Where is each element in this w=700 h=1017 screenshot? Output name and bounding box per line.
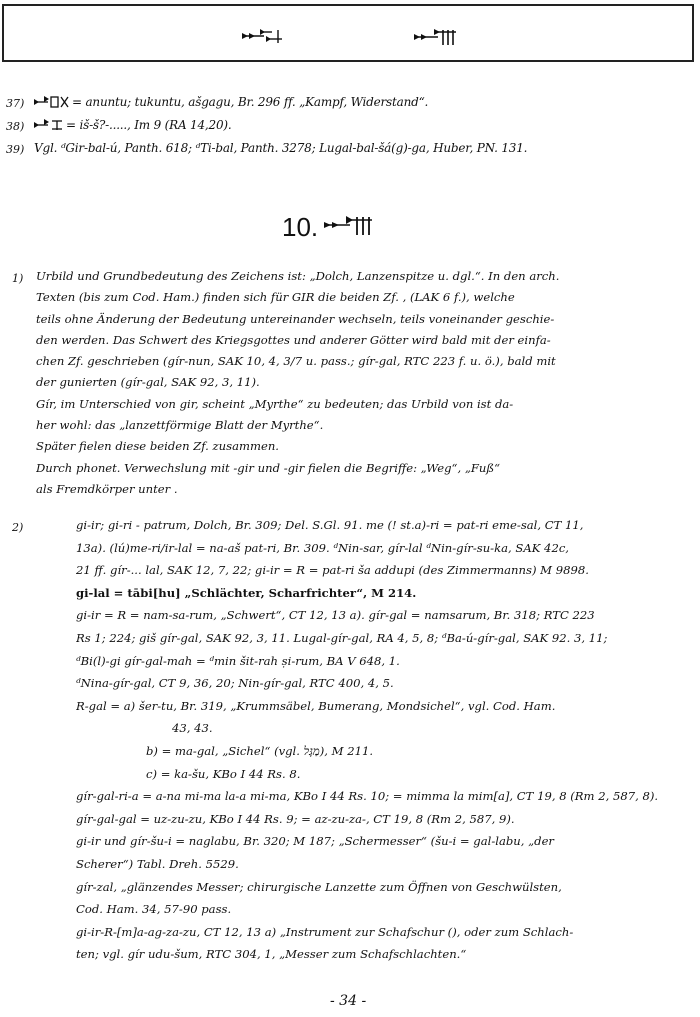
- para2-line: ten; vgl. gír udu-šum, RTC 304, 1, „Messer zum Schafschlachten.“: [76, 947, 467, 962]
- para2-line: ᵈNina-gír-gal, CT 9, 36, 20; Nin-gír-gal, RTC 400, 4, 5.: [76, 676, 394, 691]
- para2-number: 2): [12, 521, 24, 534]
- cuneiform-sign-right-icon: [414, 28, 458, 50]
- para1-line: Urbild und Grundbedeutung des Zeichens ist: „Dolch, Lanzenspitze u. dgl.“. In den arch.: [36, 269, 560, 283]
- para1-line: Texten (bis zum Cod. Ham.) finden sich für GIR die beiden Zf. , (LAK 6 f.), welche: [36, 290, 515, 305]
- para2-line: gi-ir; gi-ri - patrum, Dolch, Br. 309; Del. S.Gl. 91. me (! st.a)-ri = pat-ri eme-sal, CT 11,: [76, 518, 584, 532]
- para2-line: R-gal = a) šer-tu, Br. 319, „Krummsäbel, Bumerang, Mondsichel“, vgl. Cod. Ham.: [76, 698, 556, 713]
- note-number: 37): [6, 97, 25, 110]
- para1-line: Später fielen diese beiden Zf. zusammen.: [36, 439, 279, 454]
- para2-line: gír-zal, „glänzendes Messer; chirurgische Lanzette zum Öffnen von Geschwülsten,: [76, 879, 562, 894]
- para1-line: den werden. Das Schwert des Kriegsgottes und anderer Götter wird bald mit der einfa-: [36, 332, 551, 347]
- para2-line: Rs 1; 224; giš gír-gal, SAK 92, 3, 11. Lugal-gír-gal, RA 4, 5, 8; ᵈBa-ú-gír-gal, SAK 92. 3, 11;: [76, 630, 608, 645]
- para1-number: 1): [12, 272, 24, 285]
- para2-line: b) = ma-gal, „Sichel“ (vgl. מַגָּל), M 211.: [146, 743, 374, 758]
- para2-line: gír-gal-gal = uz-zu-zu, KBo I 44 Rs. 9; = az-zu-za-, CT 19, 8 (Rm 2, 587, 9).: [76, 811, 515, 826]
- section-heading: [282, 212, 374, 243]
- para2-line: gi-ir = R = nam-sa-rum, „Schwert“, CT 12, 13 a). gír-gal = namsarum, Br. 318; RTC 223: [76, 608, 595, 623]
- note-number: 39): [6, 143, 25, 156]
- para2-line: gír-gal-ri-a = a-na mi-ma la-a mi-ma, KBo I 44 Rs. 10; = mimma la mim[a], CT 19, 8 (Rm 2, 587, 8).: [76, 789, 659, 804]
- para2-line: 43, 43.: [172, 721, 213, 736]
- note-text: = iš-š?-....., Im 9 (RA 14,20).: [66, 118, 232, 132]
- para1-line: her wohl: das „lanzettförmige Blatt der Myrthe“.: [36, 418, 324, 433]
- para2-line: Scherer“) Tabl. Dreh. 5529.: [76, 856, 239, 871]
- para2-line: Cod. Ham. 34, 57-90 pass.: [76, 902, 232, 917]
- para2-line: gi-lal = tābi[hu] „Schlächter, Scharfrichter“, M 214.: [76, 585, 417, 600]
- para2-line: 21 ff. gír-... lal, SAK 12, 7, 22; gi-ir = R = pat-ri ša addupi (des Zimmermanns) M 9898.: [76, 563, 589, 578]
- para1-line: chen Zf. geschrieben (gír-nun, SAK 10, 4, 3/7 u. pass.; gír-gal, RTC 223 f. u. ö.), bald mit: [36, 354, 556, 369]
- gir-sign-icon: [324, 212, 374, 243]
- para1-line: Durch phonet. Verwechslung mit -gir und -gir fielen die Begriffe: „Weg“, „Fuß“: [36, 460, 501, 475]
- para1-line: Gír, im Unterschied von gir, scheint „Myrthe“ zu bedeuten; das Urbild von ist da-: [36, 396, 514, 411]
- cuneiform-sign-icon: [34, 118, 64, 135]
- page-number: - 34 -: [330, 993, 367, 1009]
- para1-line: teils ohne Änderung der Bedeutung untereinander wechseln, teils voneinander geschie-: [36, 311, 555, 326]
- note-number: 38): [6, 120, 25, 133]
- cuneiform-sign-icon: [34, 95, 70, 112]
- para2-body: [76, 514, 696, 966]
- header-box: [2, 4, 694, 62]
- note-text: Vgl. ᵈGir-bal-ú, Panth. 618; ᵈTi-bal, Panth. 3278; Lugal-bal-šá(g)-ga, Huber, PN. 131.: [34, 141, 528, 155]
- note-text: = anuntu; tukuntu, ašgagu, Br. 296 ff. „Kampf, Widerstand“.: [72, 95, 429, 109]
- cuneiform-sign-left-icon: [242, 28, 286, 48]
- para2-line: 13a). (lú)me-ri/ir-lal = na-aš pat-ri, Br. 309. ᵈNin-sar, gír-lal ᵈNin-gír-su-ka, SAK 42c,: [76, 540, 569, 555]
- section-number: 10.: [282, 212, 319, 242]
- para1-body: [36, 266, 676, 500]
- para2-line: gi-ir und gír-šu-i = naglabu, Br. 320; M 187; „Schermesser“ (šu-i = gal-labu, „der: [76, 834, 554, 849]
- para2-line: gi-ir-R-[m]a-ag-za-zu, CT 12, 13 a) „Instrument zur Schafschur (), oder zum Schlach-: [76, 924, 574, 939]
- para2-line: c) = ka-šu, KBo I 44 Rs. 8.: [146, 766, 301, 781]
- para2-line: ᵈBi(l)-gi gír-gal-mah = ᵈmin šit-rah ṣi-rum, BA V 648, 1.: [76, 653, 400, 668]
- para1-line: der gunierten (gír-gal, SAK 92, 3, 11).: [36, 375, 260, 390]
- para1-line: als Fremdkörper unter .: [36, 481, 178, 496]
